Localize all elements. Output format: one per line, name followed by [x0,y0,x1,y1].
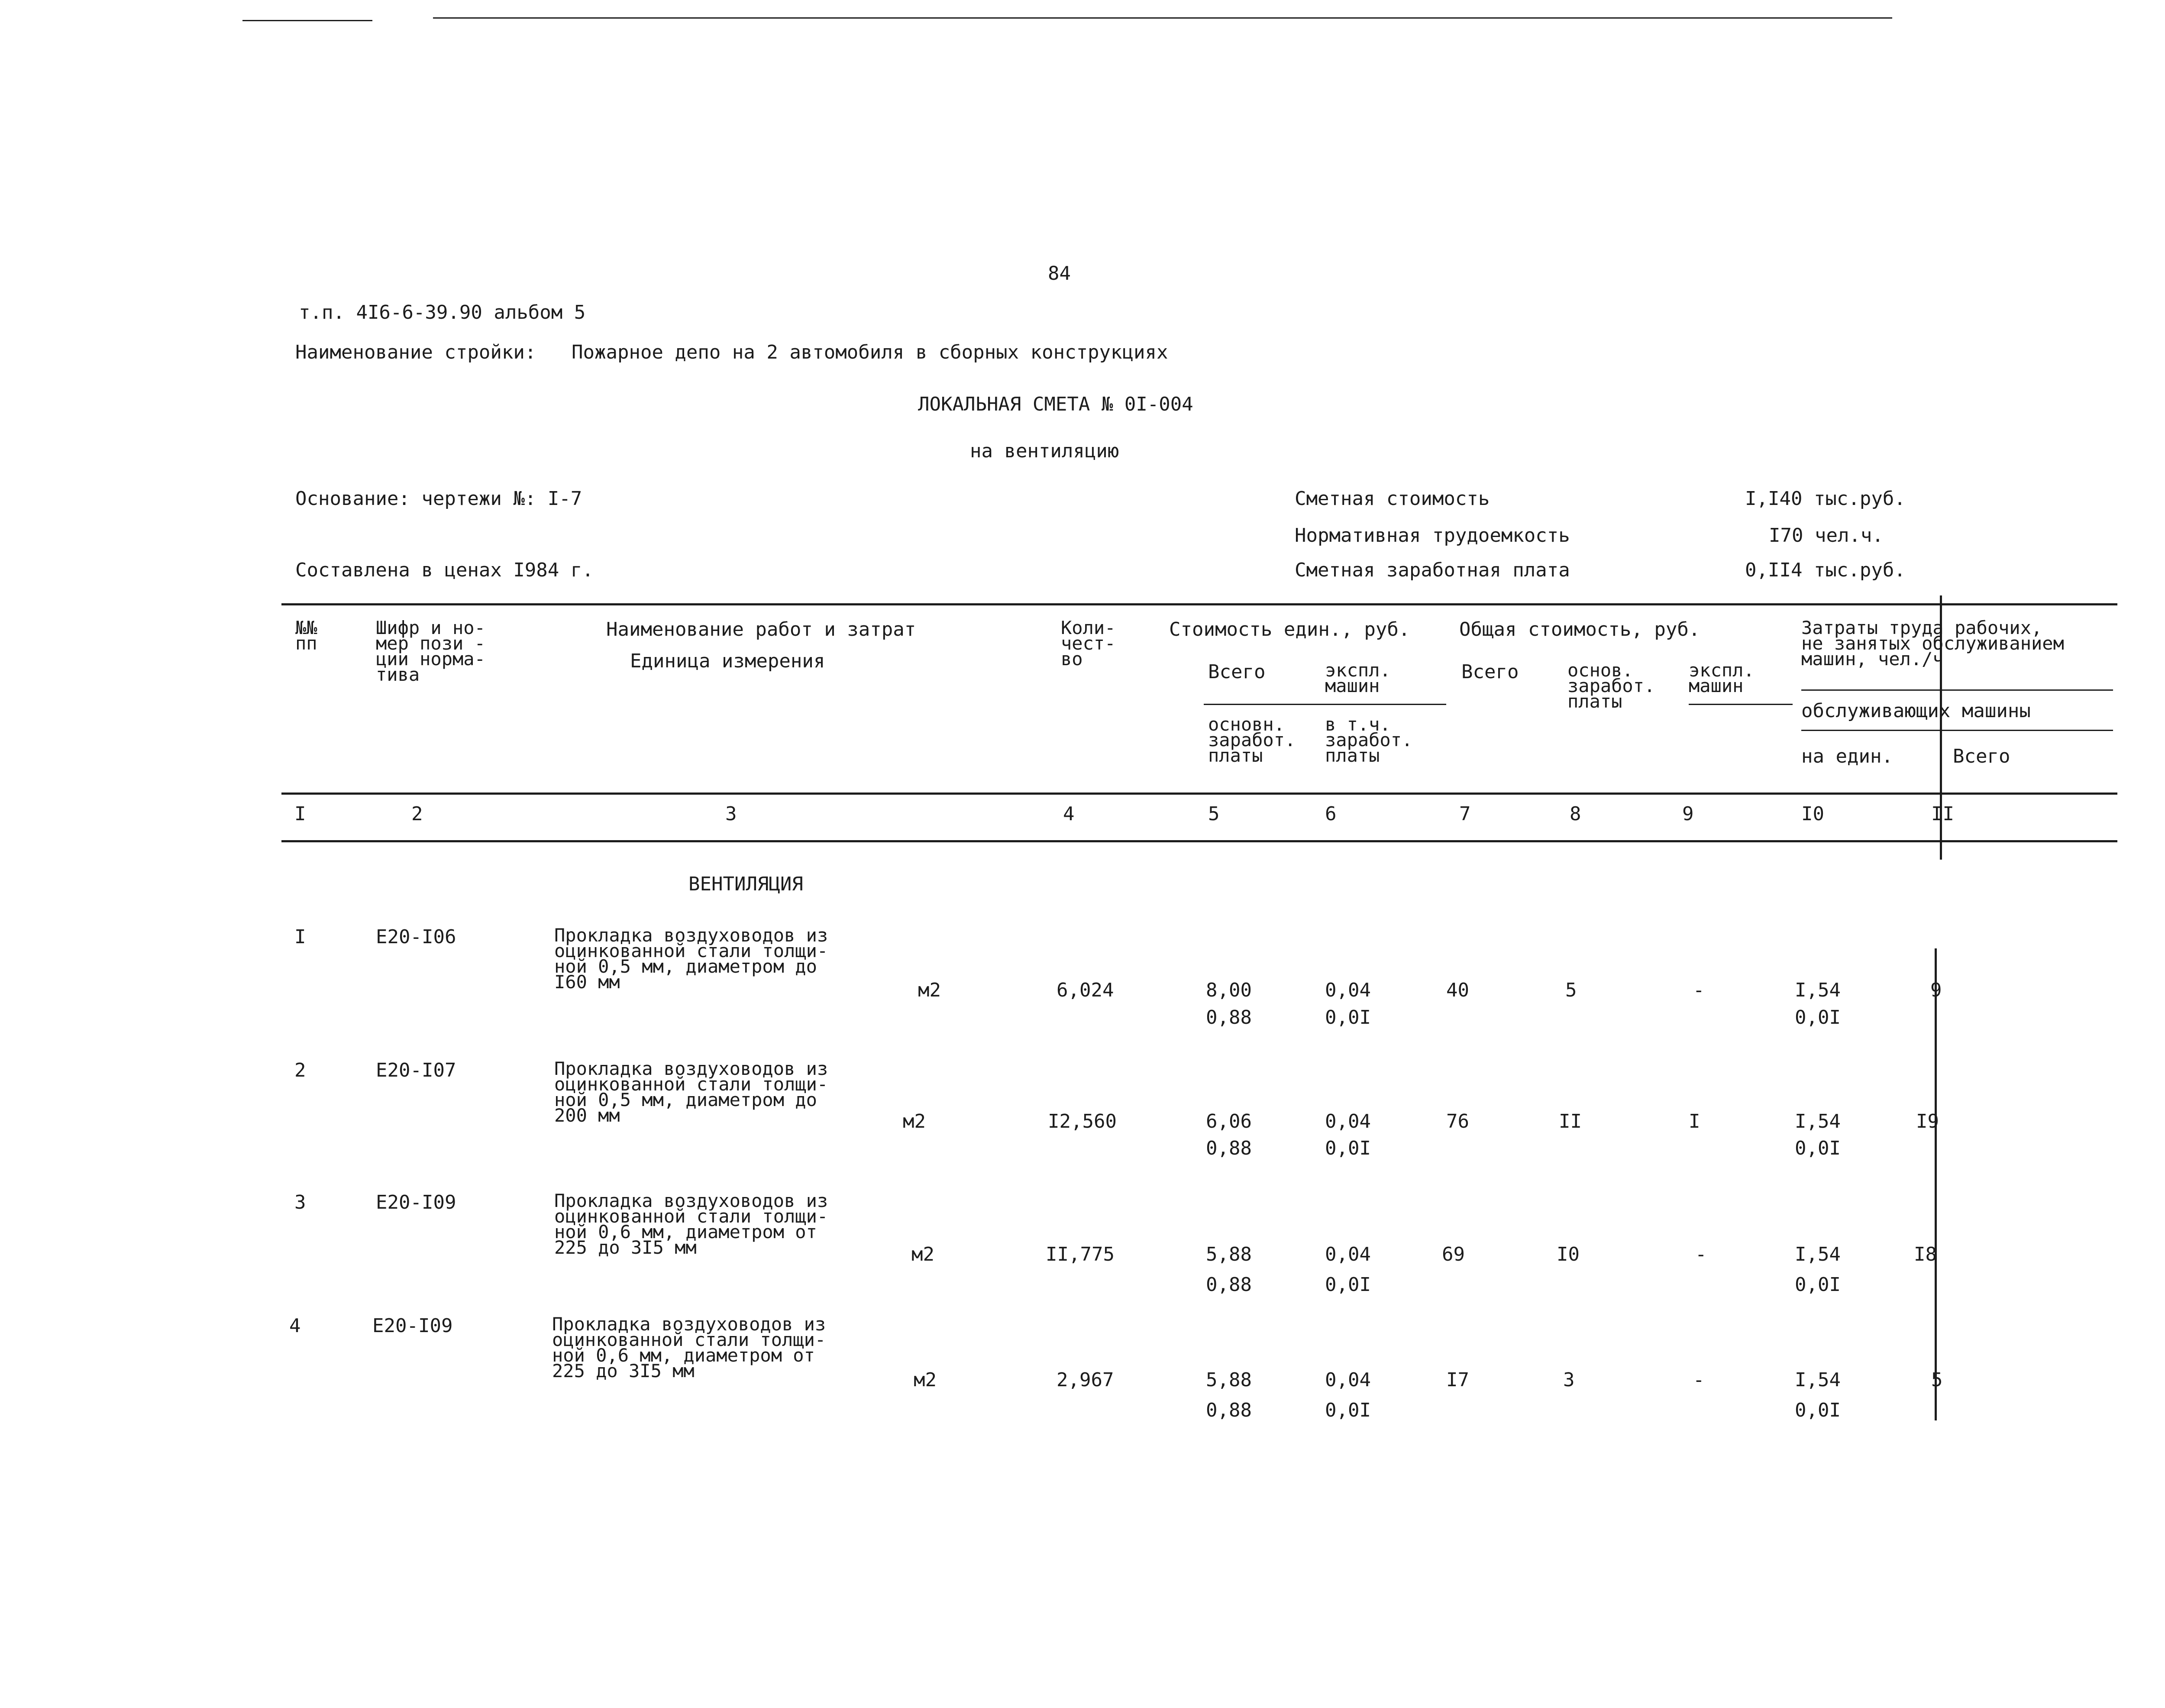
col-number: 3 [725,803,737,825]
row-unit: м2 [918,979,941,1001]
col-number: 7 [1459,803,1471,825]
col-number: II [1931,803,1954,825]
col-header-unit: Единица измерения [630,650,825,672]
row-cost-mach: 0,04 [1325,1243,1371,1265]
row-cost-mach: 0,04 [1325,1369,1371,1391]
row-number: I [294,926,306,948]
estimate-subtitle: на вентиляцию [970,440,1119,462]
col-header-unit-total: Всего [1208,661,1266,683]
row-total-wage: I0 [1557,1243,1580,1265]
row-total-wage: II [1559,1110,1582,1132]
col-header-unit-cost: Стоимость един., руб. [1169,618,1410,640]
summary-value-cost: I,I40 тыс.руб. [1745,488,1906,510]
row-number: 3 [294,1191,306,1213]
construction-label: Наименование стройки: [295,341,536,363]
row-total: 76 [1446,1110,1469,1132]
row-unit: м2 [903,1110,926,1132]
col-header-labor-total: Всего [1953,745,2010,767]
col-number: 8 [1570,803,1581,825]
column-numbers-rule [281,840,2117,842]
col-header-number: №№ пп [295,617,317,654]
basis-text: Основание: чертежи №: I-7 [295,488,582,510]
row-cost-wage: 0,88 [1206,1399,1252,1421]
col-number: 9 [1682,803,1694,825]
summary-value-labor: I70 чел.ч. [1769,524,1884,547]
col-header-unit-wage: основн. заработ. платы [1208,714,1296,766]
row-labor-total: I9 [1916,1110,1939,1132]
row-number: 4 [289,1315,301,1337]
top-border-line [433,17,1892,19]
construction-name: Пожарное депо на 2 автомобиля в сборных конструкциях [572,341,1168,363]
row-labor-unit-2: 0,0I [1795,1399,1841,1421]
col-header-total-wage: основ. заработ. платы [1567,660,1655,712]
row-cost-wage: 0,88 [1206,1274,1252,1296]
row-name: Прокладка воздуховодов из оцинкованной стали толщи- ной 0,5 мм, диаметром до I60 мм [554,925,828,993]
row-unit: м2 [911,1243,934,1265]
top-border-dash [242,20,372,21]
prices-text: Составлена в ценах I984 г. [295,559,594,581]
row-total-mach: - [1693,1369,1705,1391]
col-header-service: обслуживающих машины [1801,700,2031,722]
col-header-unit-mach: экспл. машин [1325,660,1391,696]
col-number: 2 [411,803,423,825]
col-number: I [294,803,306,825]
row-number: 2 [294,1059,306,1081]
row-code: Е20-I09 [372,1315,453,1337]
row-cost-total: 5,88 [1206,1243,1252,1265]
row-unit: м2 [914,1369,937,1391]
row-code: Е20-I06 [376,926,456,948]
row-cost-mach: 0,04 [1325,979,1371,1001]
col-number: 5 [1208,803,1220,825]
row-name: Прокладка воздуховодов из оцинкованной стали толщи- ной 0,6 мм, диаметром от 225 до 3I5 мм [554,1190,828,1258]
row-total-wage: 3 [1563,1369,1575,1391]
col-header-unit-mach-wage: в т.ч. заработ. платы [1325,714,1413,766]
summary-label-labor: Нормативная трудоемкость [1295,524,1570,547]
row-total: 69 [1442,1243,1465,1265]
table-header-rule [281,793,2117,795]
row-total: 40 [1446,979,1469,1001]
col-header-labor: Затраты труда рабочих, не занятых обслуживанием машин, чел./ч [1801,617,2064,670]
labor-total-line [1935,948,1937,1420]
row-cost-total: 6,06 [1206,1110,1252,1132]
row-cost-mach: 0,04 [1325,1110,1371,1132]
row-total: I7 [1446,1369,1469,1391]
row-total-wage: 5 [1565,979,1577,1001]
col-header-total-mach: экспл. машин [1689,660,1755,696]
page-number: 84 [1048,262,1071,285]
row-labor-unit: I,54 [1795,1369,1841,1391]
row-labor-total: I8 [1914,1243,1937,1265]
col-number: 4 [1063,803,1075,825]
row-labor-total: 9 [1930,979,1942,1001]
row-total-mach: - [1693,979,1705,1001]
rule-under-mach [1689,704,1793,705]
section-title: ВЕНТИЛЯЦИЯ [688,873,803,895]
row-cost-total: 5,88 [1206,1369,1252,1391]
col-number: 6 [1325,803,1337,825]
project-code: т.п. 4I6-6-39.90 альбом 5 [299,301,586,323]
row-code: Е20-I07 [376,1059,456,1081]
row-labor-total: 5 [1931,1369,1943,1391]
row-labor-unit-2: 0,0I [1795,1006,1841,1029]
rule-under-labor [1801,689,2113,691]
row-cost-total: 8,00 [1206,979,1252,1001]
row-qty: 2,967 [1057,1369,1114,1391]
col-header-qty: Коли- чест- во [1061,617,1116,670]
col-number: I0 [1801,803,1824,825]
row-cost-mach-wage: 0,0I [1325,1399,1371,1421]
row-labor-unit: I,54 [1795,1110,1841,1132]
col-header-name: Наименование работ и затрат [606,618,916,640]
summary-label-wage: Сметная заработная плата [1295,559,1570,581]
row-cost-mach-wage: 0,0I [1325,1274,1371,1296]
row-labor-unit: I,54 [1795,979,1841,1001]
row-code: Е20-I09 [376,1191,456,1213]
row-name: Прокладка воздуховодов из оцинкованной стали толщи- ной 0,5 мм, диаметром до 200 мм [554,1058,828,1126]
rule-under-service [1801,730,2113,731]
row-total-mach: - [1695,1243,1707,1265]
row-name: Прокладка воздуховодов из оцинкованной стали толщи- ной 0,6 мм, диаметром от 225 до 3I5 мм [552,1313,826,1381]
rule-under-cost-group [1204,704,1446,705]
row-cost-wage: 0,88 [1206,1006,1252,1029]
row-total-mach: I [1689,1110,1700,1132]
row-labor-unit: I,54 [1795,1243,1841,1265]
col-header-total-cost: Общая стоимость, руб. [1459,618,1700,640]
estimate-title: ЛОКАЛЬНАЯ СМЕТА № 0I-004 [918,393,1193,415]
row-qty: 6,024 [1057,979,1114,1001]
row-labor-unit-2: 0,0I [1795,1274,1841,1296]
row-labor-unit-2: 0,0I [1795,1137,1841,1159]
summary-label-cost: Сметная стоимость [1295,488,1490,510]
row-cost-wage: 0,88 [1206,1137,1252,1159]
col-header-total: Всего [1461,661,1519,683]
col-header-code: Шифр и но- мер пози - ции норма- тива [376,617,485,685]
row-qty: I2,560 [1048,1110,1117,1132]
row-cost-mach-wage: 0,0I [1325,1006,1371,1029]
table-top-rule [281,603,2117,605]
summary-value-wage: 0,II4 тыс.руб. [1745,559,1906,581]
row-qty: II,775 [1046,1243,1115,1265]
row-cost-mach-wage: 0,0I [1325,1137,1371,1159]
col-header-per-unit: на един. [1801,745,1893,767]
